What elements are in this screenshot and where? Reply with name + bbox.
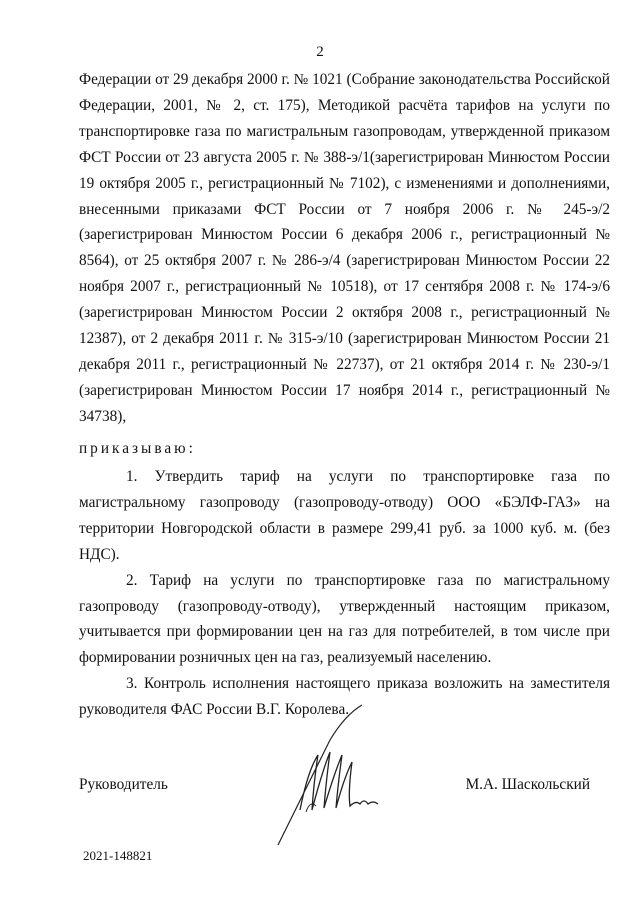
page-number: 2 [316,44,324,60]
order-item-1: 1. Утвердить тариф на услуги по транспортировке газа по магистральному газопроводу (газопроводу-отводу) ООО «БЭЛФ-ГАЗ» на территории Новгородской области в размере 299,41 руб. за 1000 куб. м. (без НДС). [79,468,610,563]
handwritten-signature [270,700,390,850]
order-item-2: 2. Тариф на услуги по транспортировке газа по магистральному газопроводу (газопроводу-отводу), утвержденный настоящим приказом, учитывается при формировании цен на газ для потребителей, в том числе при формировании розничных цен на газ, реализуемый населению. [79,571,610,667]
order-items [79,464,610,723]
document-number: 2021-148821 [83,848,153,863]
intro-section [79,67,610,430]
intro-paragraph: Федерации от 29 декабря 2000 г. № 1021 (Собрание законодательства Российской Федерации, 2001, № 2, ст. 175), Методикой расчёта тарифов на услуги по транспортировке газа по магистральным газопроводам, утвержденной приказом ФСТ России от 23 августа 2005 г. № 388-э/1(зарегистрирован Минюстом России 19 октября 2005 г., регистрационный № 7102), с изменениями и дополнениями, внесенными приказами ФСТ России от 7 ноября 2006 г. № 245-э/2 (зарегистрирован Минюстом России 6 декабря 2006 г., регистрационный № 8564), от 25 октября 2007 г. № 286-э/4 (зарегистрирован Минюстом России 22 ноября 2007 г., регистрационный № 10518), от 17 сентября 2008 г. № 174-э/6 (зарегистрирован Минюстом России 2 октября 2008 г., регистрационный № 12387), от 2 декабря 2011 г. № 315-э/10 (зарегистрирован Минюстом России 21 декабря 2011 г., регистрационный № 22737), от 21 октября 2014 г. № 230-э/1 (зарегистрирован Минюстом России 17 ноября 2014 г., регистрационный № 34738), [79,71,610,425]
signer-title: Руководитель [79,776,168,793]
signer-name: М.А. Шаскольский [465,776,590,793]
order-word: приказываю: [79,440,196,457]
order-item-3: 3. Контроль исполнения настоящего приказа возложить на заместителя руководителя ФАС России В.Г. Королева. [79,675,610,719]
